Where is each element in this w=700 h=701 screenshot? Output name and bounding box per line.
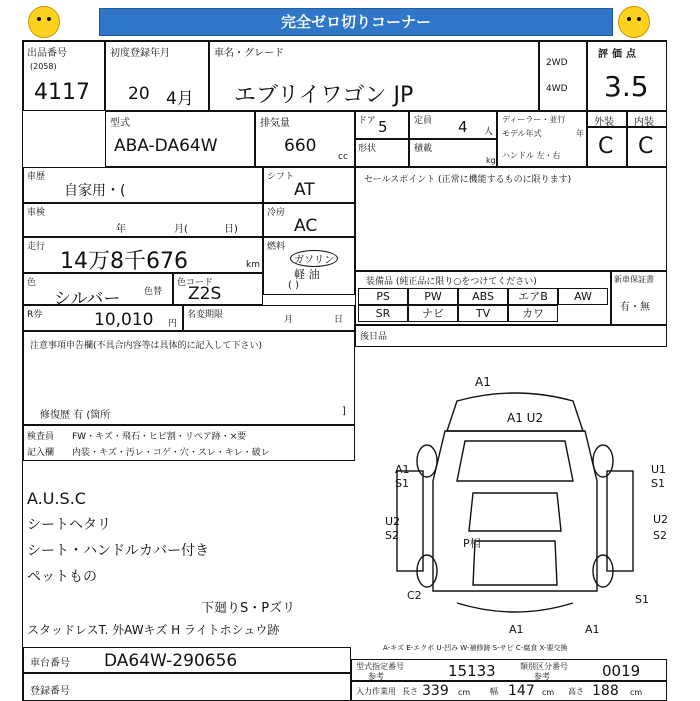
- height-label: 高さ: [568, 687, 584, 696]
- page-title: 完全ゼロ切りコーナー: [99, 8, 613, 36]
- int-label: 内装: [634, 117, 654, 128]
- ext-label-box: [587, 111, 627, 127]
- dealer-label: ディーラー・並行: [502, 115, 566, 124]
- mileage-value: 14万8千676: [60, 249, 188, 274]
- car-name: エブリイワゴン JP: [234, 83, 414, 108]
- fuel-paren: ( ): [288, 280, 299, 291]
- dealer-box: [497, 111, 587, 167]
- mark-a1-rear-2: A1: [585, 623, 600, 636]
- equipment-item: PW: [408, 288, 458, 305]
- note-line: A.U.S.C: [27, 489, 86, 508]
- warranty-label: 新車保証書: [614, 275, 654, 284]
- disp-label: 排気量: [260, 118, 290, 129]
- color-swap: 色替: [144, 287, 163, 297]
- model-box: [105, 111, 255, 167]
- type-designation-sub: 参考: [368, 672, 384, 681]
- equipment-item: TV: [458, 305, 508, 322]
- width-value: 147: [508, 683, 535, 699]
- int-label-box: [627, 111, 667, 127]
- shape-label: 形状: [358, 144, 377, 154]
- recycle-value: 10,010: [94, 310, 154, 330]
- inspection-month: 月(: [174, 224, 188, 235]
- warranty-box: [611, 271, 667, 325]
- mark-s2-right: S2: [653, 529, 667, 542]
- doors-box: [355, 111, 409, 139]
- load-unit: kg: [486, 156, 496, 165]
- height-unit: cm: [630, 688, 643, 697]
- first-reg-year: 20: [128, 84, 150, 104]
- name-change-day: 日: [334, 315, 344, 325]
- diagram-wheel: [593, 445, 613, 477]
- length-value: 339: [422, 683, 449, 699]
- name-change-box: [183, 305, 355, 331]
- mark-s1-right: S1: [651, 477, 665, 490]
- length-label: 長さ: [402, 687, 418, 696]
- damage-legend: A-キズ E-エクボ U-凹み W-補修跡 S-サビ C-腐食 X-要交換: [383, 644, 568, 652]
- color-code: Z2S: [188, 284, 222, 304]
- mark-c2: C2: [407, 589, 422, 602]
- disp-unit: cc: [338, 152, 348, 162]
- equipment-item: ナビ: [408, 305, 458, 322]
- name-change-month: 月: [284, 315, 294, 325]
- model-label: 型式: [110, 118, 130, 129]
- repair-close: ]: [342, 406, 346, 417]
- int-box: [627, 127, 667, 167]
- type-designation-label: 型式指定番号: [356, 662, 404, 671]
- equipment-item: エアB: [508, 288, 558, 305]
- history-label: 車歴: [27, 172, 46, 182]
- equipment-item: SR: [358, 305, 408, 322]
- equipment-item: カワ: [508, 305, 558, 322]
- class-label: 類別区分番号: [520, 662, 568, 671]
- chassis-label: 車台番号: [30, 658, 70, 669]
- registration-label: 登録番号: [30, 686, 70, 697]
- inspector-label-2: 記入欄: [27, 448, 55, 458]
- class-value: 0019: [602, 662, 641, 680]
- mark-s2-left: S2: [385, 529, 399, 542]
- car-box: [209, 41, 539, 111]
- notes-box: [23, 331, 355, 425]
- eval-label: 評価点: [598, 49, 640, 60]
- auction-sheet: [22, 40, 667, 701]
- notes-label: 注意事項申告欄(不具合内容等は具体的に記入して下さい): [30, 341, 263, 351]
- sales-box: [355, 167, 667, 271]
- drive-2wd: 2WD: [546, 58, 568, 68]
- int-grade: C: [638, 134, 654, 159]
- diagram-right-side: [607, 471, 633, 571]
- inspector-label-1: 検査員: [27, 432, 55, 442]
- length-unit: cm: [458, 688, 471, 697]
- mark-s1-left: S1: [395, 477, 409, 490]
- fuel-box: [263, 237, 355, 295]
- color-code-label: 色コード: [177, 278, 214, 288]
- first-reg-month: 4月: [166, 89, 194, 109]
- warranty-value: 有・無: [620, 302, 650, 313]
- dims-box: [351, 681, 667, 701]
- mileage-unit: km: [246, 260, 260, 270]
- inspection-label: 車検: [27, 208, 46, 218]
- capacity-value: 4: [458, 118, 468, 136]
- capacity-unit: 人: [484, 127, 494, 137]
- height-value: 188: [592, 683, 619, 699]
- ext-box: [587, 127, 627, 167]
- note-line: シート・ハンドルカバー付き: [27, 543, 209, 559]
- disp-box: [255, 111, 355, 167]
- shift-value: AT: [294, 180, 315, 200]
- mark-u2-right: U2: [653, 513, 669, 526]
- first-reg-box: [105, 41, 209, 111]
- ext-label: 外装: [594, 117, 614, 128]
- class-sub: 参考: [534, 672, 550, 681]
- history-value: 自家用・(: [64, 183, 126, 199]
- mileage-label: 走行: [27, 242, 46, 252]
- cooling-value: AC: [294, 216, 318, 236]
- note-line: ペットもの: [27, 569, 97, 585]
- model-year-unit: 年: [576, 129, 584, 138]
- color-label: 色: [27, 278, 37, 288]
- diagram-windshield: [469, 493, 561, 531]
- type-designation-value: 15133: [448, 662, 496, 680]
- registration-box: [23, 673, 351, 701]
- diagram-roof: [473, 541, 557, 585]
- mark-u1-right: U1: [651, 463, 667, 476]
- recycle-label: R券: [27, 310, 43, 320]
- chassis-value: DA64W-290656: [104, 651, 238, 671]
- color-code-box: [173, 273, 263, 305]
- dims-label: 入力作業用: [356, 687, 396, 696]
- model-year-label: モデル年式: [502, 129, 542, 138]
- mark-p: P相: [463, 537, 481, 550]
- diagram-hood: [457, 441, 573, 481]
- first-reg-label: 初度登録年月: [110, 48, 170, 59]
- history-box: [23, 167, 263, 203]
- color-box: [23, 273, 173, 309]
- mark-a1: A1: [475, 375, 491, 389]
- mileage-box: [23, 237, 263, 273]
- note-line: シートヘタリ: [27, 517, 111, 533]
- car-label: 車名・グレード: [214, 48, 284, 59]
- lot-number: 4117: [34, 80, 90, 105]
- mark-u2-left: U2: [385, 515, 401, 528]
- equipment-box: [355, 271, 611, 325]
- equipment-item: PS: [358, 288, 408, 305]
- handwritten-notes: [27, 489, 209, 586]
- doors-value: 5: [378, 118, 388, 136]
- shift-box: [263, 167, 355, 203]
- recycle-unit: 円: [168, 319, 178, 329]
- equipment-label: 装備品 (純正品に限り○をつけてください): [366, 277, 537, 287]
- inspection-box: [23, 203, 263, 237]
- mark-s1-rear: S1: [635, 593, 649, 606]
- inspection-day: 日): [224, 224, 238, 235]
- bottom-note-2: スタッドレスT. 外AWキズ H ライトホシュウ跡: [27, 623, 280, 637]
- ext-grade: C: [598, 134, 614, 159]
- capacity-box: [409, 111, 497, 139]
- equipment-item: ABS: [458, 288, 508, 305]
- lot-box: [23, 41, 105, 111]
- eval-box: [587, 41, 667, 111]
- eval-score: 3.5: [604, 70, 649, 103]
- cooling-box: [263, 203, 355, 237]
- diagram-wheel: [417, 445, 437, 477]
- inspection-year: 年: [116, 224, 126, 235]
- diagram-bumper-rear: [457, 603, 573, 612]
- load-box: [409, 139, 497, 167]
- mascot-icon: [28, 6, 60, 38]
- lot-label: 出品番号: [27, 48, 67, 59]
- header-bar: [14, 6, 686, 38]
- mark-a1-left: A1: [395, 463, 410, 476]
- model-value: ABA-DA64W: [114, 136, 218, 156]
- repair-label: 修復歴 有 (箇所: [40, 410, 111, 421]
- disp-value: 660: [284, 136, 317, 156]
- shift-label: シフト: [267, 172, 295, 182]
- equipment-item: AW: [558, 288, 608, 305]
- cooling-label: 冷房: [267, 208, 286, 218]
- inspector-row-2: 内装・キズ・汚レ・コゲ・穴・スレ・キレ・破レ: [72, 448, 270, 458]
- type-designation-box: [351, 659, 667, 681]
- lot-sub: (2058): [30, 62, 57, 71]
- capacity-label: 定員: [414, 116, 433, 126]
- doors-label: ドア: [358, 116, 376, 126]
- name-change-label: 名変期限: [187, 310, 224, 320]
- fuel-label: 燃料: [267, 242, 286, 252]
- rear-seat-box: [355, 325, 667, 347]
- mascot-icon: [618, 6, 650, 38]
- drive-box: [539, 41, 587, 111]
- handle-label: ハンドル 左・右: [502, 151, 561, 160]
- inspector-row-1: FW・キズ・飛石・ヒビ割・リペア跡・×要: [72, 432, 247, 442]
- diagram-body: [433, 431, 597, 591]
- mark-a1u2: A1 U2: [507, 411, 544, 425]
- chassis-box: [23, 647, 351, 673]
- width-label: 幅: [490, 687, 498, 696]
- inspector-box: [23, 425, 355, 461]
- width-unit: cm: [542, 688, 555, 697]
- fuel-diesel: 軽 油: [294, 268, 320, 281]
- mark-a1-rear: A1: [509, 623, 524, 636]
- recycle-box: [23, 305, 183, 331]
- drive-4wd: 4WD: [546, 84, 568, 94]
- fuel-gas: ガソリン: [290, 250, 338, 267]
- shape-box: [355, 139, 409, 167]
- load-label: 積載: [414, 144, 433, 154]
- rear-seat-label: 後日品: [360, 332, 388, 342]
- color-value: シルバー: [54, 289, 121, 309]
- sales-label: セールスポイント (正常に機能するものに限ります): [364, 175, 572, 185]
- bottom-note-1: 下廻りS・Pズリ: [201, 601, 296, 616]
